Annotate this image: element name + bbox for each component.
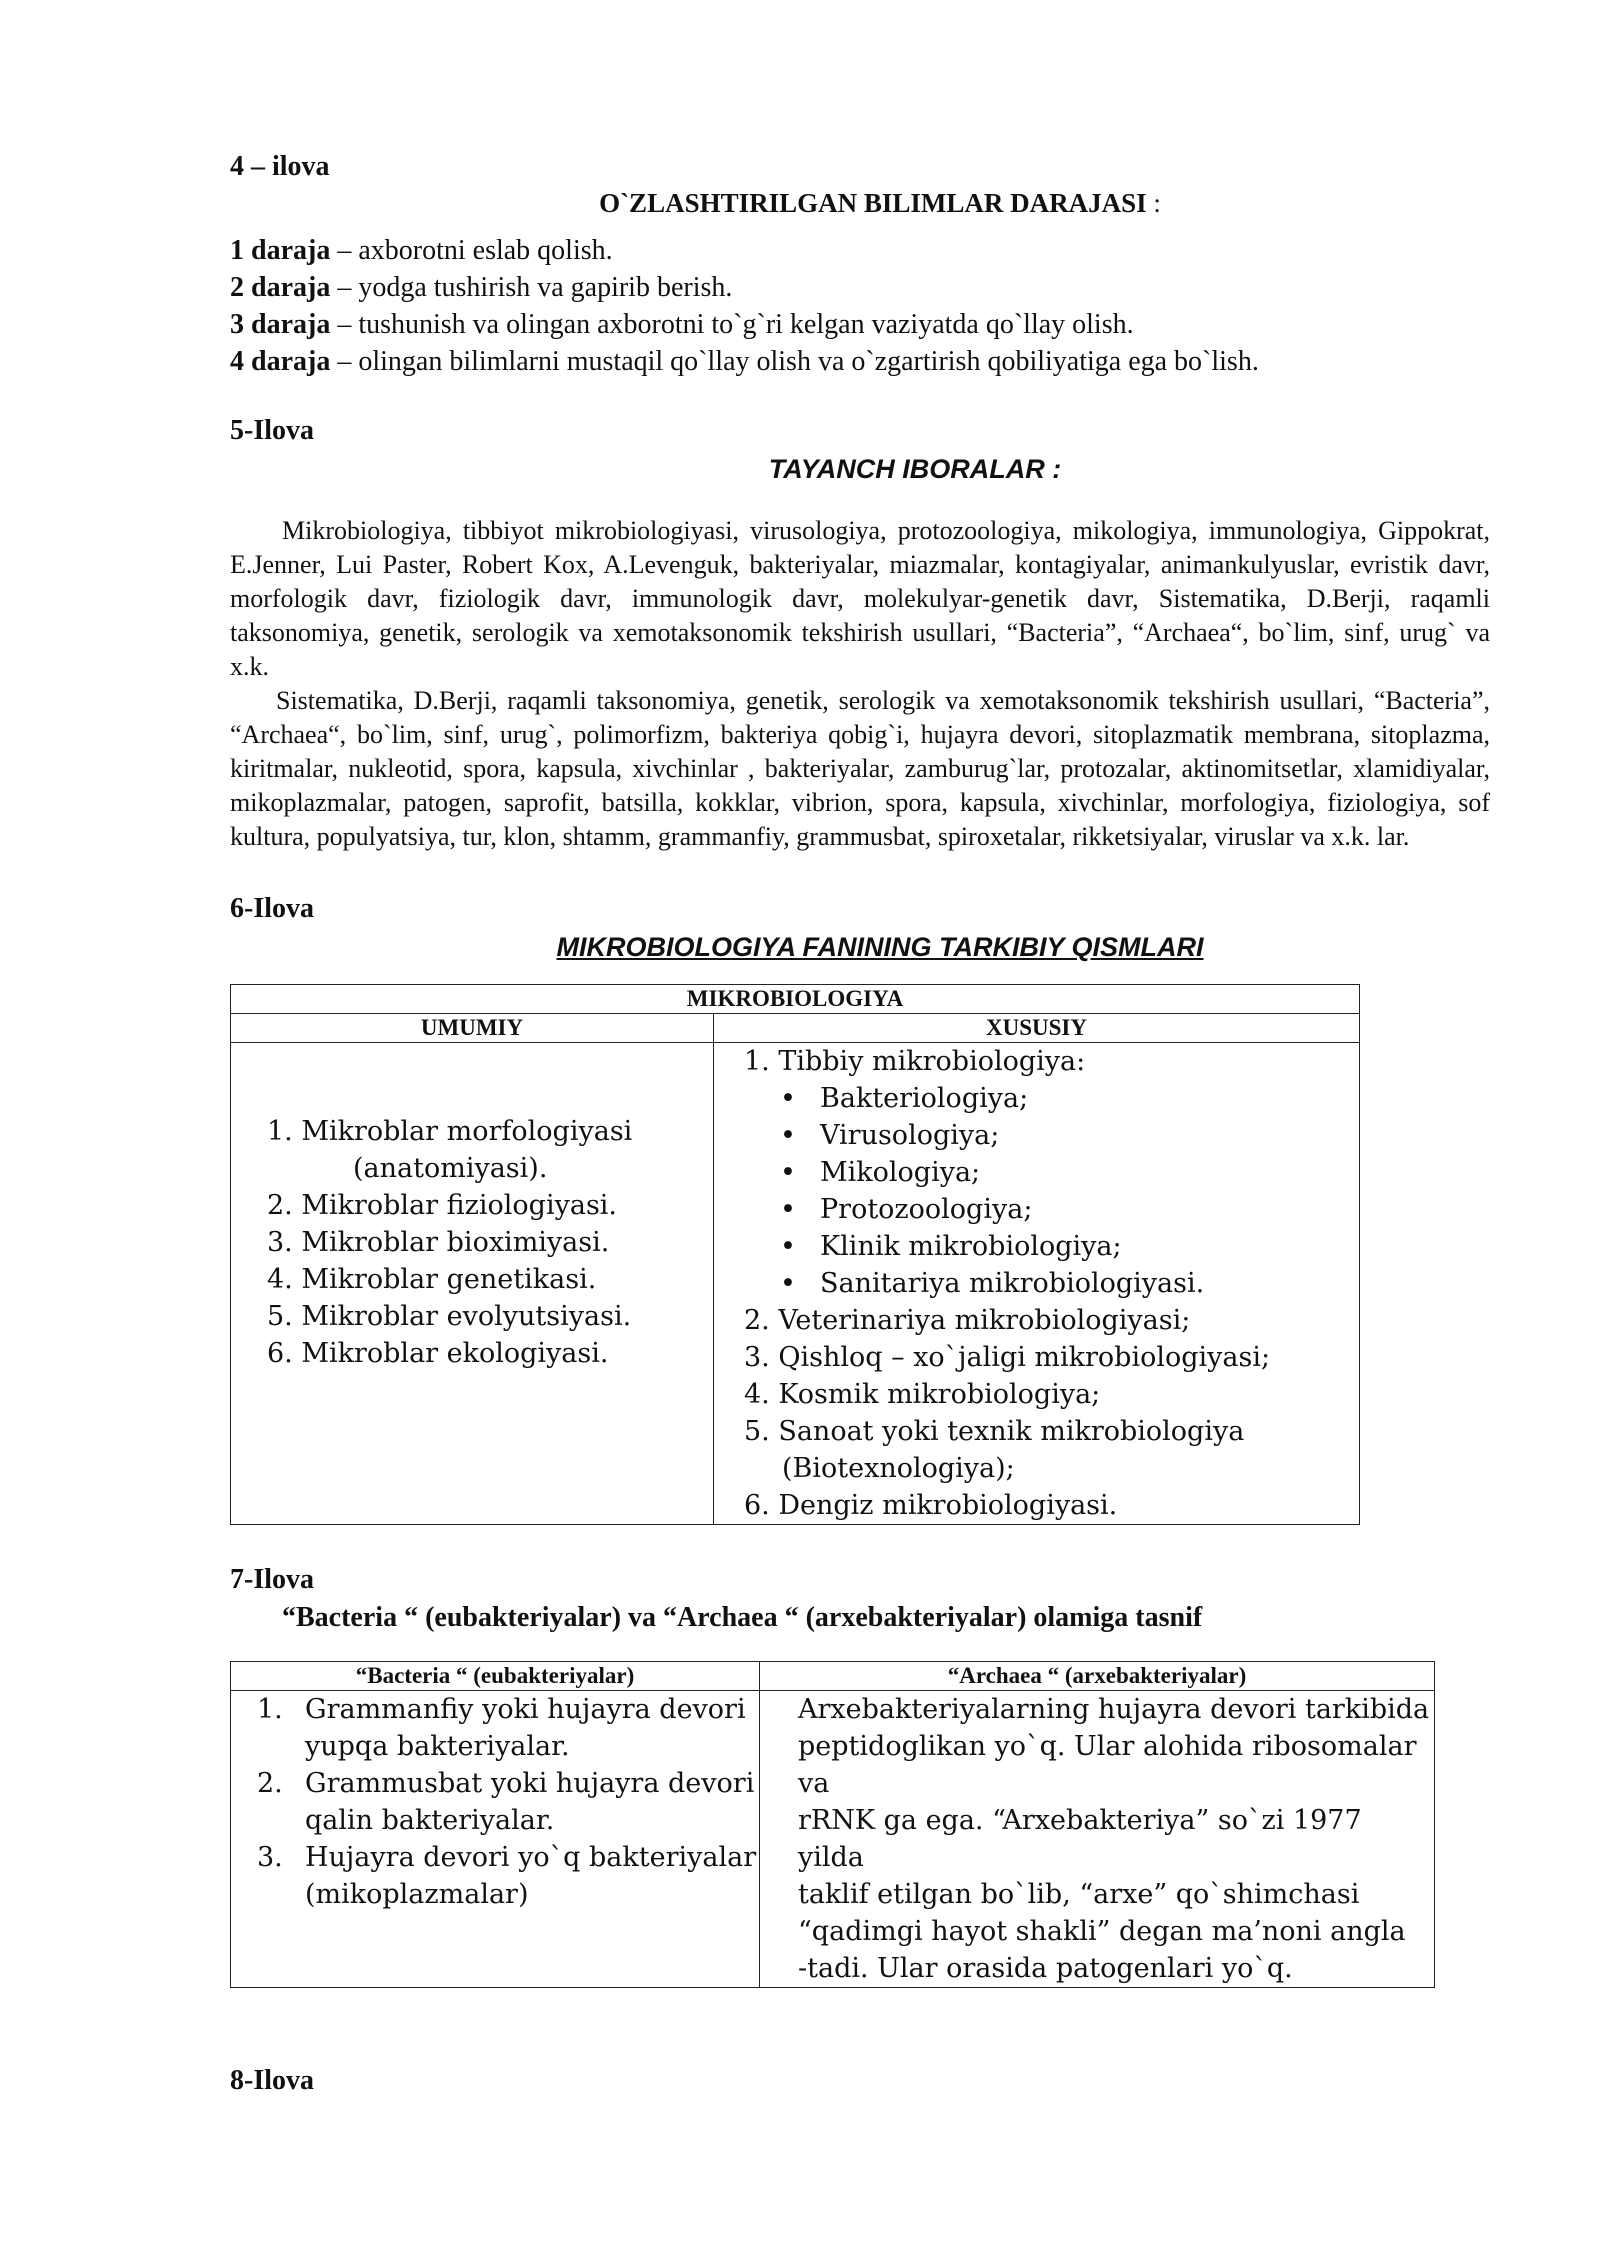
components-table-header: MIKROBIOLOGIYA [231,985,1360,1014]
knowledge-levels-title [230,186,1490,220]
archaea-description [760,1691,1434,1987]
key-terms-paragraph-1: Mikrobiologiya, tibbiyot mikrobiologiyasi, virusologiya, protozoologiya, mikologiya, immunologiya, Gippokrat, E.Jenner, Lui Paster, Robert Kox, A.Levenguk, bakteriyalar, miazmalar, kontagiyalar, animankulyuslar, evristik davr, morfologik davr, fiziologik davr, immunologik davr, molekulyar-genetik davr, Sistematika, D.Berji, raqamli taksonomiya, genetik, serologik va xemotaksonomik tekshirish usullari, “Bacteria”, “Archaea“, bo`lim, sinf, urug` va x.k. [230,516,1490,681]
list-number: 3. [257,1842,283,1873]
list-item: 1. Tibbiy mikrobiologiya: [744,1046,1086,1077]
archaea-column-header: “Archaea “ (arxebakteriyalar) [760,1662,1435,1691]
bullet-list [744,1080,1359,1302]
list-item [780,1154,1359,1191]
list-item-text [305,1839,756,1913]
bullet-icon: • [780,1083,796,1114]
key-terms-paragraph-2: Sistematika, D.Berji, raqamli taksonomiya, genetik, serologik va xemotaksonomik tekshirish usullari, “Bacteria”, “Archaea“, bo`lim, sinf, urug`, polimorfizm, bakteriya qobig`i, hujayra devori, sitoplazmatik membrana, sitoplazma, kiritmalar, nukleotid, spora, kapsula, xivchinlar , bakteriyalar, zamburug`lar, protozalar, aktinomitsetlar, xlamidiyalar, mikoplazmalar, patogen, saprofit, batsilla, kokklar, vibrion, spora, kapsula, xivchinlar, morfologiya, fiziologiya, sof kultura, populyatsiya, tur, klon, shtamm, grammanfiy, grammusbat, spiroxetalar, rikketsiyalar, viruslar va x.k. lar. [230,686,1490,851]
text-line: “qadimgi hayot shakli” degan ma’noni angla [798,1916,1406,1947]
list-item: 6. Dengiz mikrobiologiyasi. [744,1490,1118,1521]
level-text: – olingan bilimlarni mustaqil qo`llay olish va o`zgartirish qobiliyatiga ega bo`lish. [330,346,1259,377]
text-line: peptidoglikan yo`q. Ular alohida ribosomalar va [798,1731,1417,1799]
level-item [230,343,1490,380]
list-item-text: Protozoologiya; [820,1194,1033,1225]
list-item: 3. Qishloq – xo`jaligi mikrobiologiyasi; [744,1342,1271,1373]
list-item: 4. Kosmik mikrobiologiya; [744,1379,1101,1410]
list-item: 5. Sanoat yoki texnik mikrobiologiya [744,1416,1245,1447]
list-item: 5. Mikroblar evolyutsiyasi. [267,1301,632,1332]
umumiy-cell [231,1043,714,1525]
section-7-heading: 7-Ilova [230,1564,314,1595]
list-item-text [305,1765,754,1839]
level-label: 1 daraja [230,235,331,266]
list-item: 2. Veterinariya mikrobiologiyasi; [744,1305,1191,1336]
xususiy-cell [714,1043,1360,1525]
list-item: (Biotexnologiya); [782,1453,1015,1484]
knowledge-levels-title-colon: : [1146,188,1161,218]
list-item [780,1191,1359,1228]
umumiy-column-header: UMUMIY [231,1014,714,1043]
key-terms-title: TAYANCH IBORALAR : [768,454,1062,484]
list-number: 1. [257,1694,283,1725]
list-item-text [305,1691,746,1765]
list-item [257,1839,759,1913]
list-item: 2. Mikroblar fiziologiyasi. [267,1190,618,1221]
classification-table [230,1661,1435,1988]
list-item [780,1117,1359,1154]
level-item [230,232,1490,269]
list-item-text: Sanitariya mikrobiologiyasi. [820,1268,1205,1299]
text-line: rRNK ga ega. “Arxebakteriya” so`zi 1977 yilda [798,1805,1362,1873]
list-item [780,1080,1359,1117]
list-item: 6. Mikroblar ekologiyasi. [267,1338,609,1369]
bullet-icon: • [780,1231,796,1262]
bullet-icon: • [780,1268,796,1299]
knowledge-levels-title-text: O`ZLASHTIRILGAN BILIMLAR DARAJASI [599,188,1147,218]
bacteria-column-header: “Bacteria “ (eubakteriyalar) [231,1662,760,1691]
list-item [780,1265,1359,1302]
level-item [230,306,1490,343]
section-5-heading: 5-Ilova [230,415,314,446]
level-label: 3 daraja [230,309,331,340]
level-label: 4 daraja [230,346,331,377]
archaea-cell [760,1691,1435,1988]
level-text: – tushunish va olingan axborotni to`g`ri kelgan vaziyatda qo`llay olish. [330,309,1134,340]
xususiy-column-header: XUSUSIY [714,1014,1360,1043]
list-item [257,1765,759,1839]
bullet-icon: • [780,1120,796,1151]
text-line: taklif etilgan bo`lib, “arxe” qo`shimchasi [798,1879,1360,1910]
list-item-text: Virusologiya; [820,1120,1000,1151]
classification-title: “Bacteria “ (eubakteriyalar) va “Archaea “ (arxebakteriyalar) olamiga tasnif [282,1602,1203,1633]
list-item-text: Bakteriologiya; [820,1083,1029,1114]
list-item: (anatomiyasi). [353,1153,548,1184]
level-item [230,269,1490,306]
list-item-text: Mikologiya; [820,1157,981,1188]
text-line: qalin bakteriyalar. [305,1805,555,1836]
components-title: MIKROBIOLOGIYA FANINING TARKIBIY QISMLARI [556,932,1204,962]
text-line: yupqa bakteriyalar. [305,1731,570,1762]
text-line: Hujayra devori yo`q bakteriyalar [305,1842,757,1873]
section-4-heading: 4 – ilova [230,151,330,182]
section-6-heading: 6-Ilova [230,893,314,924]
list-item: 1. Mikroblar morfologiyasi [267,1116,633,1147]
text-line: -tadi. Ular orasida patogenlari yo`q. [798,1953,1293,1984]
list-item [257,1691,759,1765]
list-item: 4. Mikroblar genetikasi. [267,1264,597,1295]
bullet-icon: • [780,1157,796,1188]
bacteria-cell [231,1691,760,1988]
list-number: 2. [257,1768,283,1799]
text-line: Grammanfiy yoki hujayra devori [305,1694,746,1725]
text-line: (mikoplazmalar) [305,1879,529,1910]
text-line: Grammusbat yoki hujayra devori [305,1768,755,1799]
level-label: 2 daraja [230,272,331,303]
document-page [230,150,1490,2098]
list-item: 3. Mikroblar bioximiyasi. [267,1227,610,1258]
list-item [780,1228,1359,1265]
level-text: – yodga tushirish va gapirib berish. [330,272,733,303]
list-item-text: Klinik mikrobiologiya; [820,1231,1122,1262]
bacteria-list [231,1691,759,1913]
xususiy-list [714,1043,1359,1524]
text-line: Arxebakteriyalarning hujayra devori tarkibida [798,1694,1430,1725]
levels-list [230,232,1490,380]
section-8-heading: 8-Ilova [230,2065,314,2096]
umumiy-list [231,1043,713,1372]
level-text: – axborotni eslab qolish. [330,235,613,266]
components-table [230,984,1360,1525]
bullet-icon: • [780,1194,796,1225]
